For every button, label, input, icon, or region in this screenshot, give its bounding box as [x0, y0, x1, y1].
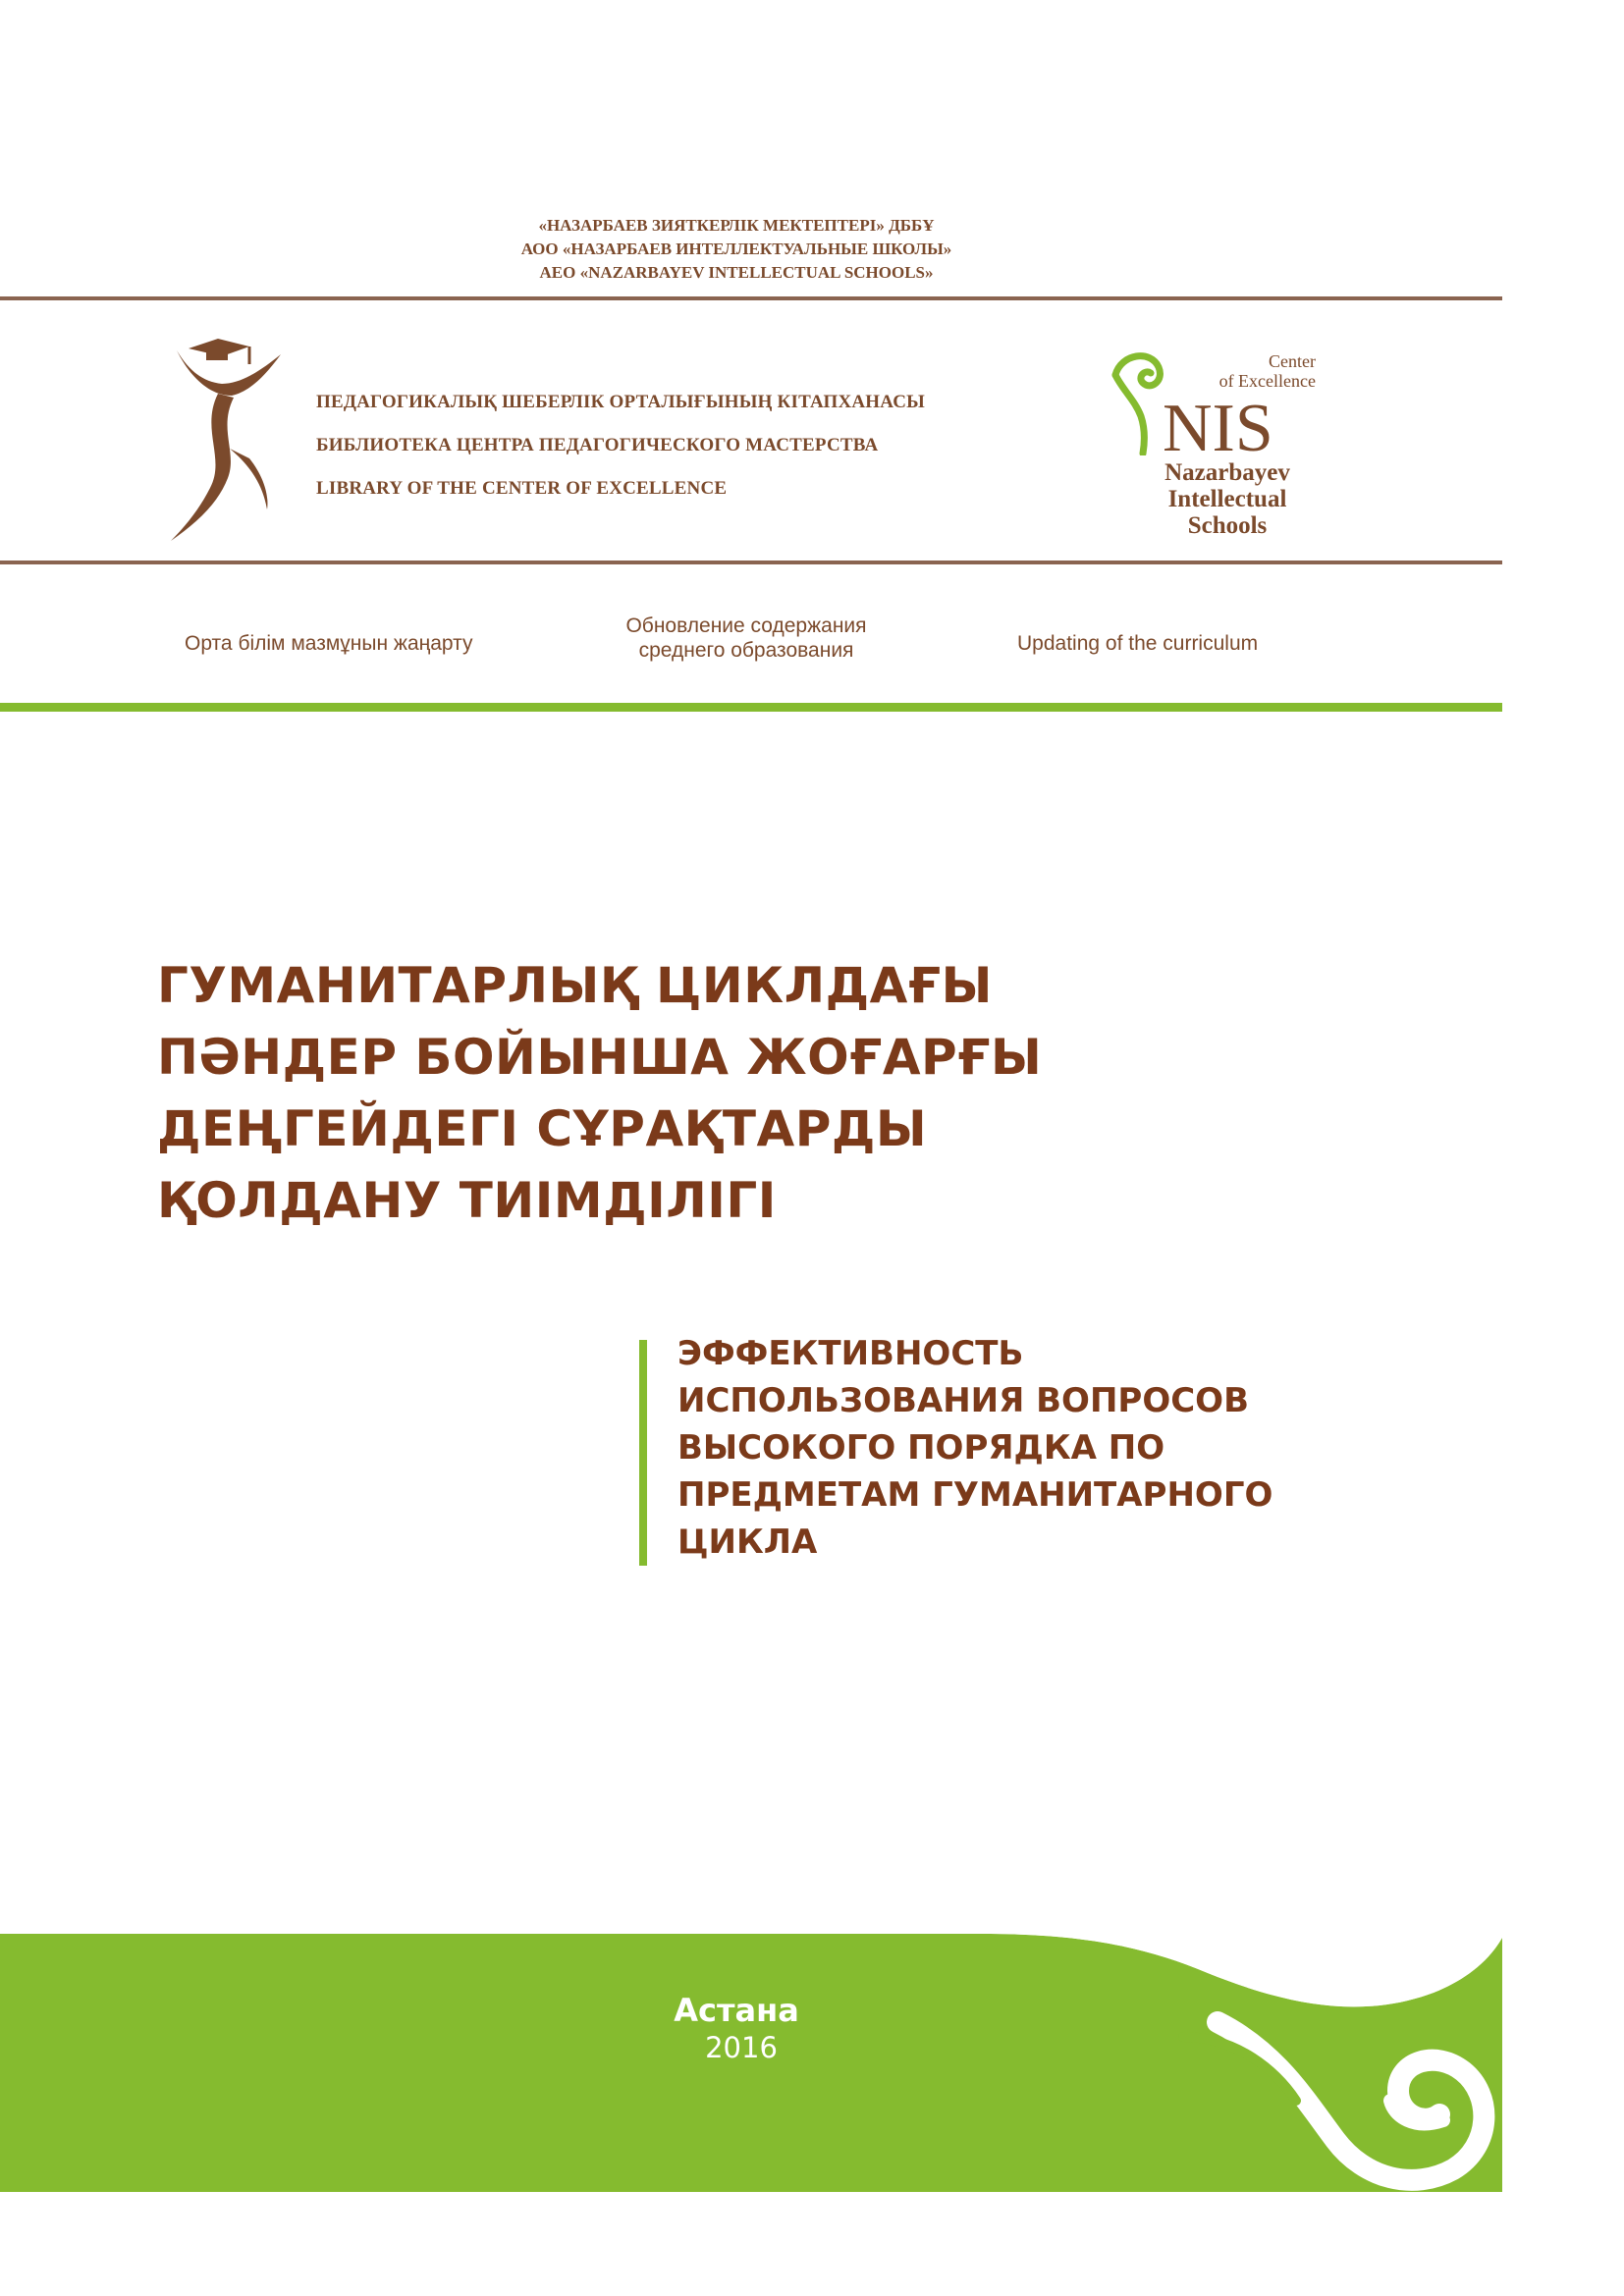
nis-name-line2: Intellectual: [1167, 486, 1287, 512]
nis-name: [1139, 459, 1316, 539]
nis-name-line1: Nazarbayev: [1164, 459, 1290, 486]
subtitle-accent-bar: [639, 1340, 647, 1566]
library-kz: ПЕДАГОГИКАЛЫҚ ШЕБЕРЛІК ОРТАЛЫҒЫНЫҢ КІТАПХАНАСЫ: [316, 392, 926, 412]
nis-center-of-excellence: [1219, 351, 1316, 391]
library-figure-logo-icon: [167, 331, 295, 547]
title-ru-line5: ЦИКЛА: [677, 1522, 818, 1562]
library-title-block: [316, 381, 925, 510]
publication-city: Астана: [674, 1992, 799, 2029]
organizations-block: [0, 214, 1473, 285]
library-en: LIBRARY OF THE CENTER OF EXCELLENCE: [316, 478, 728, 499]
top-divider: [0, 296, 1502, 300]
green-divider: [0, 703, 1502, 712]
title-kz-line2: ПӘНДЕР БОЙЫНША ЖОҒАРҒЫ: [157, 1029, 1043, 1086]
publication-year: 2016: [705, 2031, 778, 2064]
curriculum-kz: Орта білім мазмұнын жаңарту: [185, 632, 473, 655]
curriculum-ru-line1: Обновление содержания: [625, 614, 867, 637]
org-en: AEO «NAZARBAYEV INTELLECTUAL SCHOOLS»: [539, 263, 934, 282]
middle-divider: [0, 561, 1502, 564]
title-kazakh: [157, 950, 1335, 1237]
nis-center-line1: Center: [1269, 351, 1316, 371]
curriculum-ru: [609, 614, 884, 663]
library-ru: БИБЛИОТЕКА ЦЕНТРА ПЕДАГОГИЧЕСКОГО МАСТЕРСТВА: [316, 435, 879, 455]
nis-abbr: NIS: [1163, 391, 1273, 466]
title-ru-line2: ИСПОЛЬЗОВАНИЯ ВОПРОСОВ: [677, 1381, 1250, 1420]
title-kz-line3: ДЕҢГЕЙДЕГІ СҰРАҚТАРДЫ: [157, 1100, 928, 1157]
nis-center-line2: of Excellence: [1218, 371, 1316, 391]
nis-name-line3: Schools: [1187, 512, 1268, 539]
title-kz-line4: ҚОЛДАНУ ТИІМДІЛІГІ: [157, 1172, 777, 1229]
curriculum-en: Updating of the curriculum: [1017, 632, 1259, 655]
title-kz-line1: ГУМАНИТАРЛЫҚ ЦИКЛДАҒЫ: [157, 957, 993, 1014]
title-ru-line4: ПРЕДМЕТАМ ГУМАНИТАРНОГО: [677, 1475, 1273, 1515]
org-ru: АОО «НАЗАРБАЕВ ИНТЕЛЛЕКТУАЛЬНЫЕ ШКОЛЫ»: [520, 240, 952, 258]
title-russian: [677, 1330, 1424, 1566]
title-ru-line3: ВЫСОКОГО ПОРЯДКА ПО: [677, 1428, 1165, 1468]
title-ru-line1: ЭФФЕКТИВНОСТЬ: [677, 1334, 1024, 1373]
nis-logo: [1100, 344, 1316, 550]
org-kz: «НАЗАРБАЕВ ЗИЯТКЕРЛІК МЕКТЕПТЕРІ» ДББҰ: [538, 216, 935, 235]
curriculum-ru-line2: среднего образования: [638, 639, 854, 662]
